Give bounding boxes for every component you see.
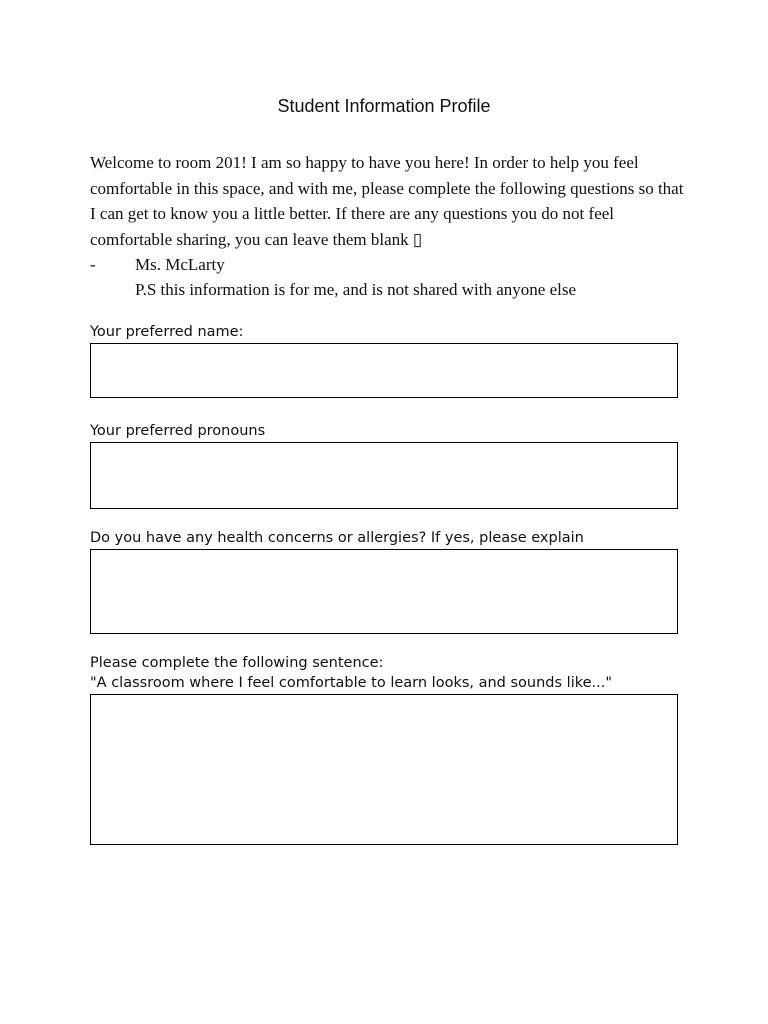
signature-dash: - [90,255,96,274]
sentence-label: Please complete the following sentence: [90,655,384,671]
health-concerns-field[interactable] [90,549,678,634]
sentence-prompt: "A classroom where I feel comfortable to learn looks, and sounds like..." [90,675,613,691]
preferred-name-label: Your preferred name: [90,324,244,340]
page-title: Student Information Profile [277,96,491,116]
intro-paragraph: Welcome to room 201! I am so happy to have you here! In order to help you feel comfortable in this space, and with me, please complete the following questions so that I can get to know you a little better. If there are any questions you do not feel comfortable sharing, you can leave them blank ▯ [90,153,684,249]
postscript-note: P.S this information is for me, and is not shared with anyone else [135,280,576,299]
signature-name: Ms. McLarty [135,255,225,274]
pronouns-label: Your preferred pronouns [90,423,266,439]
health-concerns-label: Do you have any health concerns or allergies? If yes, please explain [90,530,584,546]
pronouns-field[interactable] [90,442,678,509]
preferred-name-field[interactable] [90,343,678,398]
sentence-field[interactable] [90,694,678,845]
